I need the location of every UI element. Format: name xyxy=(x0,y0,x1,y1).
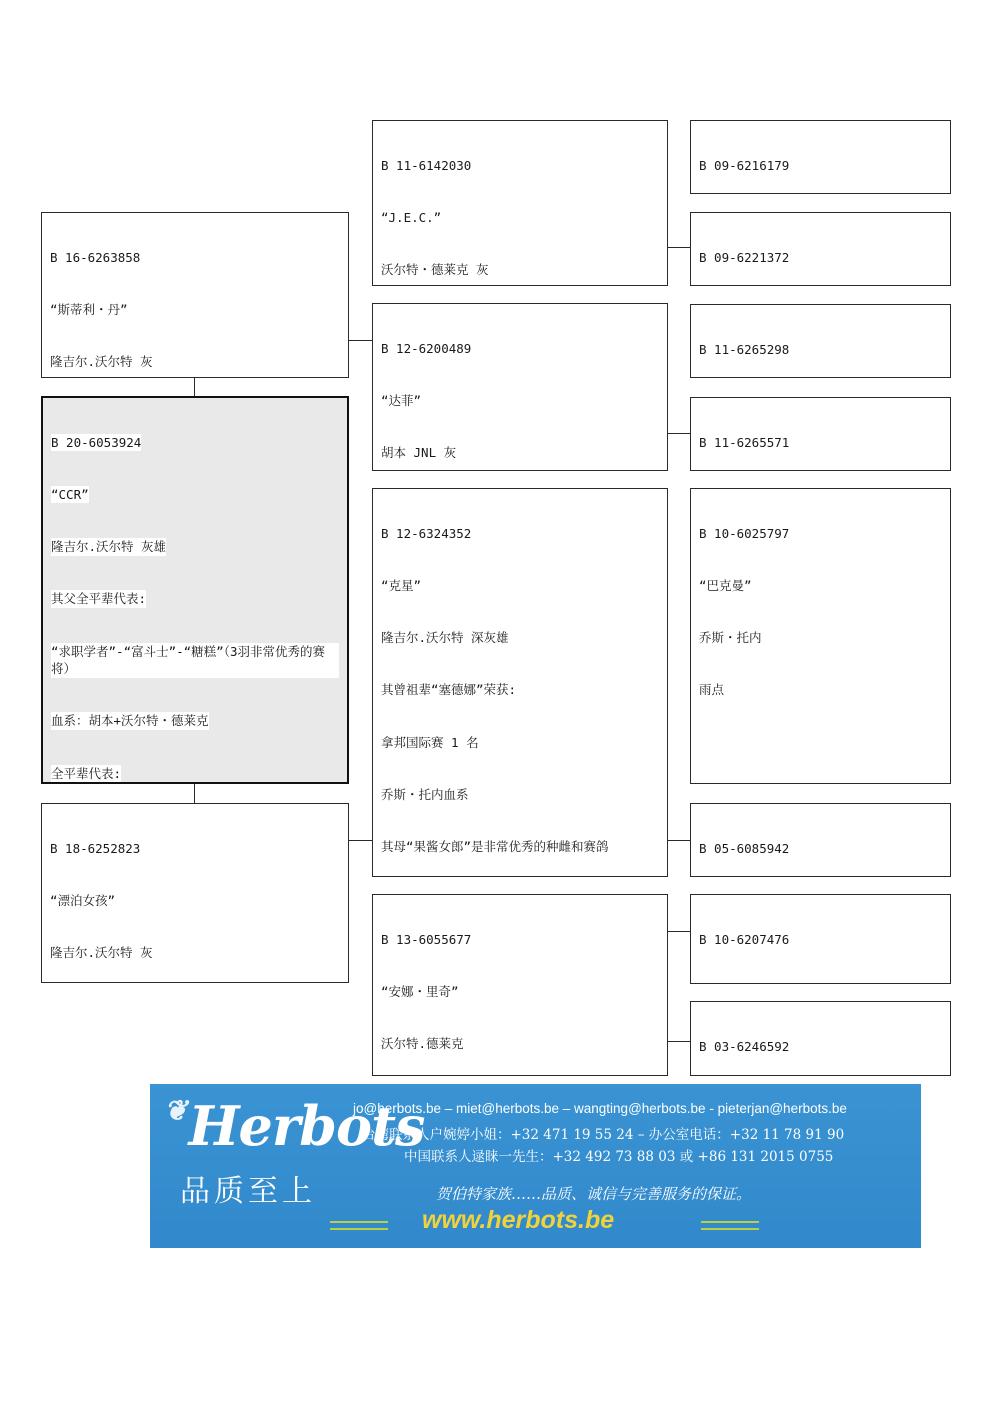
gp3-breeder: 隆吉尔.沃尔特 深灰雄 xyxy=(381,630,509,646)
grandparent-box-3 xyxy=(372,488,668,877)
great-grandparent-box-3 xyxy=(690,304,951,378)
gp3-name: “克星” xyxy=(381,578,422,594)
banner-china-contact: 中国联系人逯睐一先生：+32 492 73 88 03 或 +86 131 2015 0755 xyxy=(404,1149,834,1165)
ggp6-ring: B 05-6085942 xyxy=(699,840,790,856)
great-grandparent-box-7 xyxy=(690,894,951,984)
banner-slogan: 品质至上 xyxy=(180,1174,316,1209)
sire-box xyxy=(41,212,349,378)
subject-pigeon-box xyxy=(41,396,349,784)
ggp2-ring: B 09-6221372 xyxy=(699,249,790,265)
connector-gp1-ggp xyxy=(668,247,690,248)
gp2-breeder: 胡本 JNL 灰 xyxy=(381,445,457,461)
sire-breeder: 隆吉尔.沃尔特 灰 xyxy=(50,354,153,370)
subject-siblings-label: 全平辈代表: xyxy=(51,765,122,781)
banner-divider-right xyxy=(701,1221,759,1230)
gp4-ring: B 13-6055677 xyxy=(381,931,472,947)
herbots-banner xyxy=(150,1084,921,1248)
dam-name: “漂泊女孩” xyxy=(50,893,116,909)
gp1-name: “J.E.C.” xyxy=(381,210,442,226)
great-grandparent-box-8 xyxy=(690,1001,951,1076)
gp3-bloodline: 乔斯・托内血系 xyxy=(381,786,469,802)
ggp5-name: “巴克曼” xyxy=(699,578,752,594)
great-grandparent-box-2 xyxy=(690,212,951,286)
gp1-ring: B 11-6142030 xyxy=(381,157,472,173)
connector-gp4-ggp-low xyxy=(668,1041,690,1042)
subject-bloodline: 血系：胡本+沃尔特・德莱克 xyxy=(51,713,209,729)
connector-gp2-ggp xyxy=(668,433,690,434)
banner-motto: 贺伯特家族……品质、诚信与完善服务的保证。 xyxy=(436,1185,752,1203)
subject-name: “CCR” xyxy=(51,487,89,503)
subject-sire-siblings: “求职学者”-“富斗士”-“糖糕”（3羽非常优秀的赛将） xyxy=(51,643,339,678)
banner-taiwan-contact: 台湾联系人户婉婷小姐：+32 471 19 55 24 – 办公室电话：+32 11 78 91 90 xyxy=(362,1127,845,1143)
connector-subject-dam xyxy=(194,784,195,803)
banner-website-link[interactable]: www.herbots.be xyxy=(422,1206,615,1234)
gp1-breeder: 沃尔特・德莱克 灰 xyxy=(381,262,489,278)
ggp5-ring: B 10-6025797 xyxy=(699,525,790,541)
gp3-mother-note: 其母“果酱女郎”是非常优秀的种雌和赛鸽 xyxy=(381,839,609,855)
ggp5-breeder: 乔斯・托内 xyxy=(699,630,762,646)
great-grandparent-box-4 xyxy=(690,397,951,471)
ggp4-ring: B 11-6265571 xyxy=(699,434,790,450)
subject-breeder: 隆吉尔.沃尔特 灰雄 xyxy=(51,539,167,555)
great-grandparent-box-5 xyxy=(690,488,951,784)
sire-ring: B 16-6263858 xyxy=(50,249,141,265)
connector-dam-gp xyxy=(349,840,372,841)
gp4-name: “安娜・里奇” xyxy=(381,984,459,1000)
grandparent-box-2 xyxy=(372,303,668,471)
gp3-ancestor: 其曾祖辈“塞德娜”荣获: xyxy=(381,682,517,698)
dam-ring: B 18-6252823 xyxy=(50,840,141,856)
gp2-name: “达菲” xyxy=(381,393,422,409)
subject-ring: B 20-6053924 xyxy=(51,434,142,450)
connector-gp3-ggp xyxy=(668,840,690,841)
ggp5-color: 雨点 xyxy=(699,682,725,698)
great-grandparent-box-1 xyxy=(690,120,951,194)
subject-sire-siblings-label: 其父全平辈代表: xyxy=(51,591,147,607)
connector-sire-subject xyxy=(194,378,195,396)
ggp3-ring: B 11-6265298 xyxy=(699,341,790,357)
grandparent-box-4 xyxy=(372,894,668,1076)
ggp8-ring: B 03-6246592 xyxy=(699,1038,790,1054)
gp3-ancestor-result: 拿邦国际赛 1 名 xyxy=(381,734,479,750)
wing-icon: ❦ xyxy=(164,1094,187,1127)
banner-emails[interactable]: jo@herbots.be – miet@herbots.be – wangting@herbots.be - pieterjan@herbots.be xyxy=(353,1101,847,1116)
dam-breeder: 隆吉尔.沃尔特 灰 xyxy=(50,945,153,961)
sire-name: “斯蒂利・丹” xyxy=(50,302,128,318)
ggp7-name xyxy=(699,983,942,984)
gp3-ring: B 12-6324352 xyxy=(381,525,472,541)
connector-sire-gp xyxy=(349,340,372,341)
ggp7-ring: B 10-6207476 xyxy=(699,931,790,947)
dam-box xyxy=(41,803,349,983)
ggp1-ring: B 09-6216179 xyxy=(699,157,790,173)
logo-text: Herbots xyxy=(188,1094,425,1158)
grandparent-box-1 xyxy=(372,120,668,286)
great-grandparent-box-6 xyxy=(690,803,951,877)
gp4-breeder: 沃尔特.德莱克 xyxy=(381,1036,464,1052)
connector-gp4-ggp xyxy=(668,931,690,932)
banner-divider-left xyxy=(330,1221,388,1230)
gp2-ring: B 12-6200489 xyxy=(381,340,472,356)
